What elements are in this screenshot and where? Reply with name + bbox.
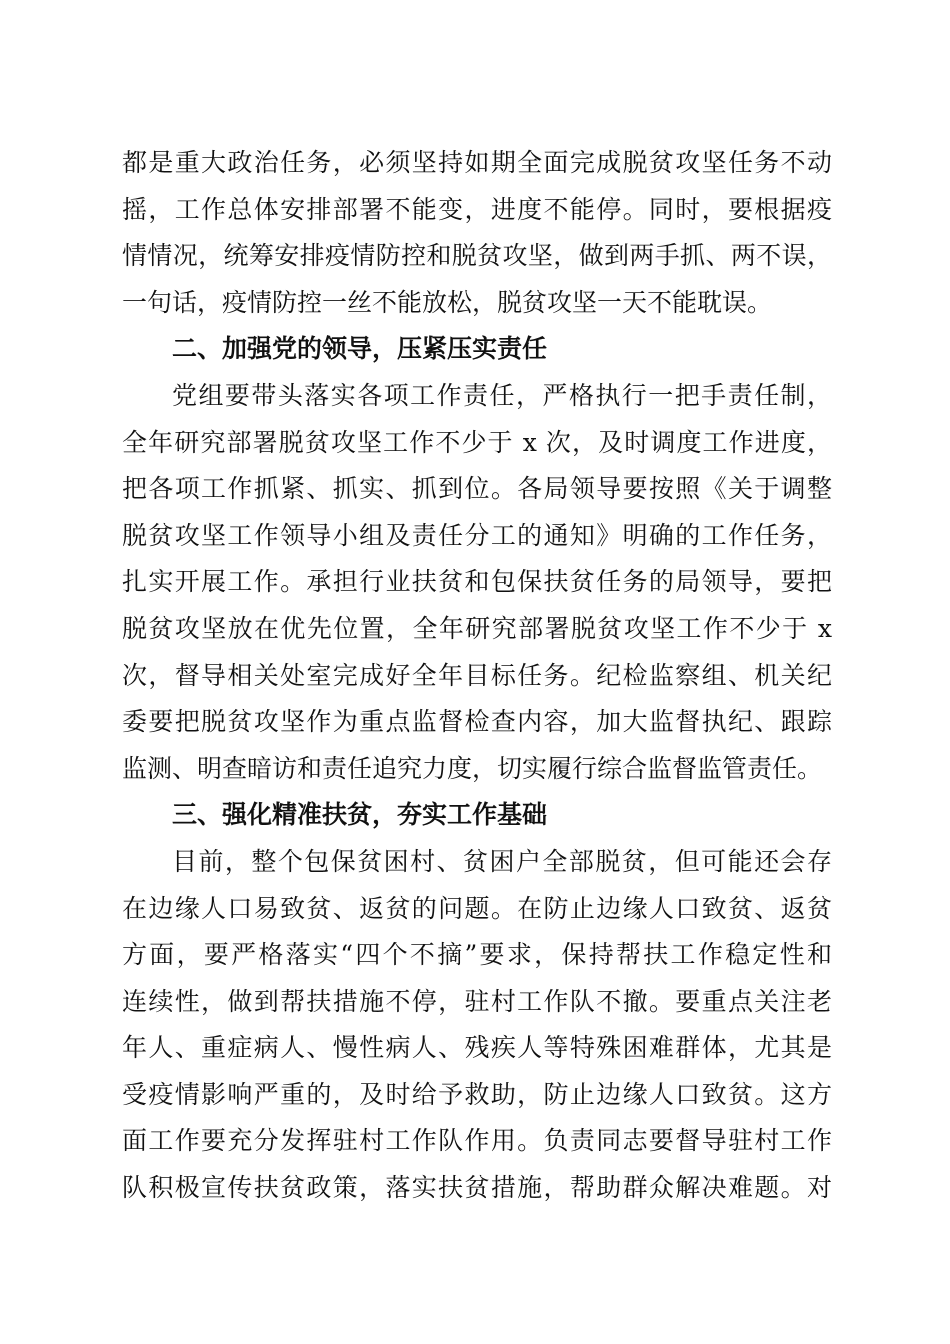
text-line: 在边缘人口易致贫、返贫的问题。在防止边缘人口致贫、返贫 [122, 893, 832, 923]
text-line: 次，督导相关处室完成好全年目标任务。纪检监察组、机关纪 [122, 660, 832, 690]
text-line: 委要把脱贫攻坚作为重点监督检查内容，加大监督执纪、跟踪 [122, 707, 832, 737]
text-line: 情情况，统筹安排疫情防控和脱贫攻坚，做到两手抓、两不误， [122, 241, 832, 271]
section-heading-3: 三、强化精准扶贫，夯实工作基础 [172, 800, 548, 830]
text-line: 监测、明查暗访和责任追究力度，切实履行综合监督监管责任。 [122, 753, 823, 783]
text-line: 面工作要充分发挥驻村工作队作用。负责同志要督导驻村工作 [122, 1126, 832, 1156]
paragraph-3 [122, 839, 832, 1212]
paragraph-1 [122, 140, 832, 326]
paragraph-2 [122, 373, 832, 792]
text-line: 受疫情影响严重的，及时给予救助，防止边缘人口致贫。这方 [122, 1079, 832, 1109]
text-line: 把各项工作抓紧、抓实、抓到位。各局领导要按照《关于调整 [122, 474, 832, 504]
text-line: 摇，工作总体安排部署不能变，进度不能停。同时，要根据疫 [122, 194, 832, 224]
text-line: 目前，整个包保贫困村、贫困户全部脱贫，但可能还会存 [172, 846, 832, 876]
text-line: 脱贫攻坚工作领导小组及责任分工的通知》明确的工作任务， [122, 520, 832, 550]
text-line: 全年研究部署脱贫攻坚工作不少于 x 次，及时调度工作进度， [122, 427, 832, 457]
text-line: 队积极宣传扶贫政策，落实扶贫措施，帮助群众解决难题。对 [122, 1173, 832, 1203]
text-line: 方面，要严格落实“四个不摘”要求，保持帮扶工作稳定性和 [122, 940, 832, 970]
text-line: 连续性，做到帮扶措施不停，驻村工作队不撤。要重点关注老 [122, 986, 832, 1016]
text-line: 年人、重症病人、慢性病人、残疾人等特殊困难群体，尤其是 [122, 1033, 832, 1063]
text-line: 扎实开展工作。承担行业扶贫和包保扶贫任务的局领导，要把 [122, 567, 832, 597]
text-line: 一句话，疫情防控一丝不能放松，脱贫攻坚一天不能耽误。 [122, 287, 773, 317]
text-line: 党组要带头落实各项工作责任，严格执行一把手责任制， [172, 380, 832, 410]
section-heading-2: 二、加强党的领导，压紧压实责任 [172, 334, 548, 364]
document-body [122, 140, 832, 1212]
text-line: 脱贫攻坚放在优先位置，全年研究部署脱贫攻坚工作不少于 x [122, 613, 832, 643]
text-line: 都是重大政治任务，必须坚持如期全面完成脱贫攻坚任务不动 [122, 148, 832, 177]
